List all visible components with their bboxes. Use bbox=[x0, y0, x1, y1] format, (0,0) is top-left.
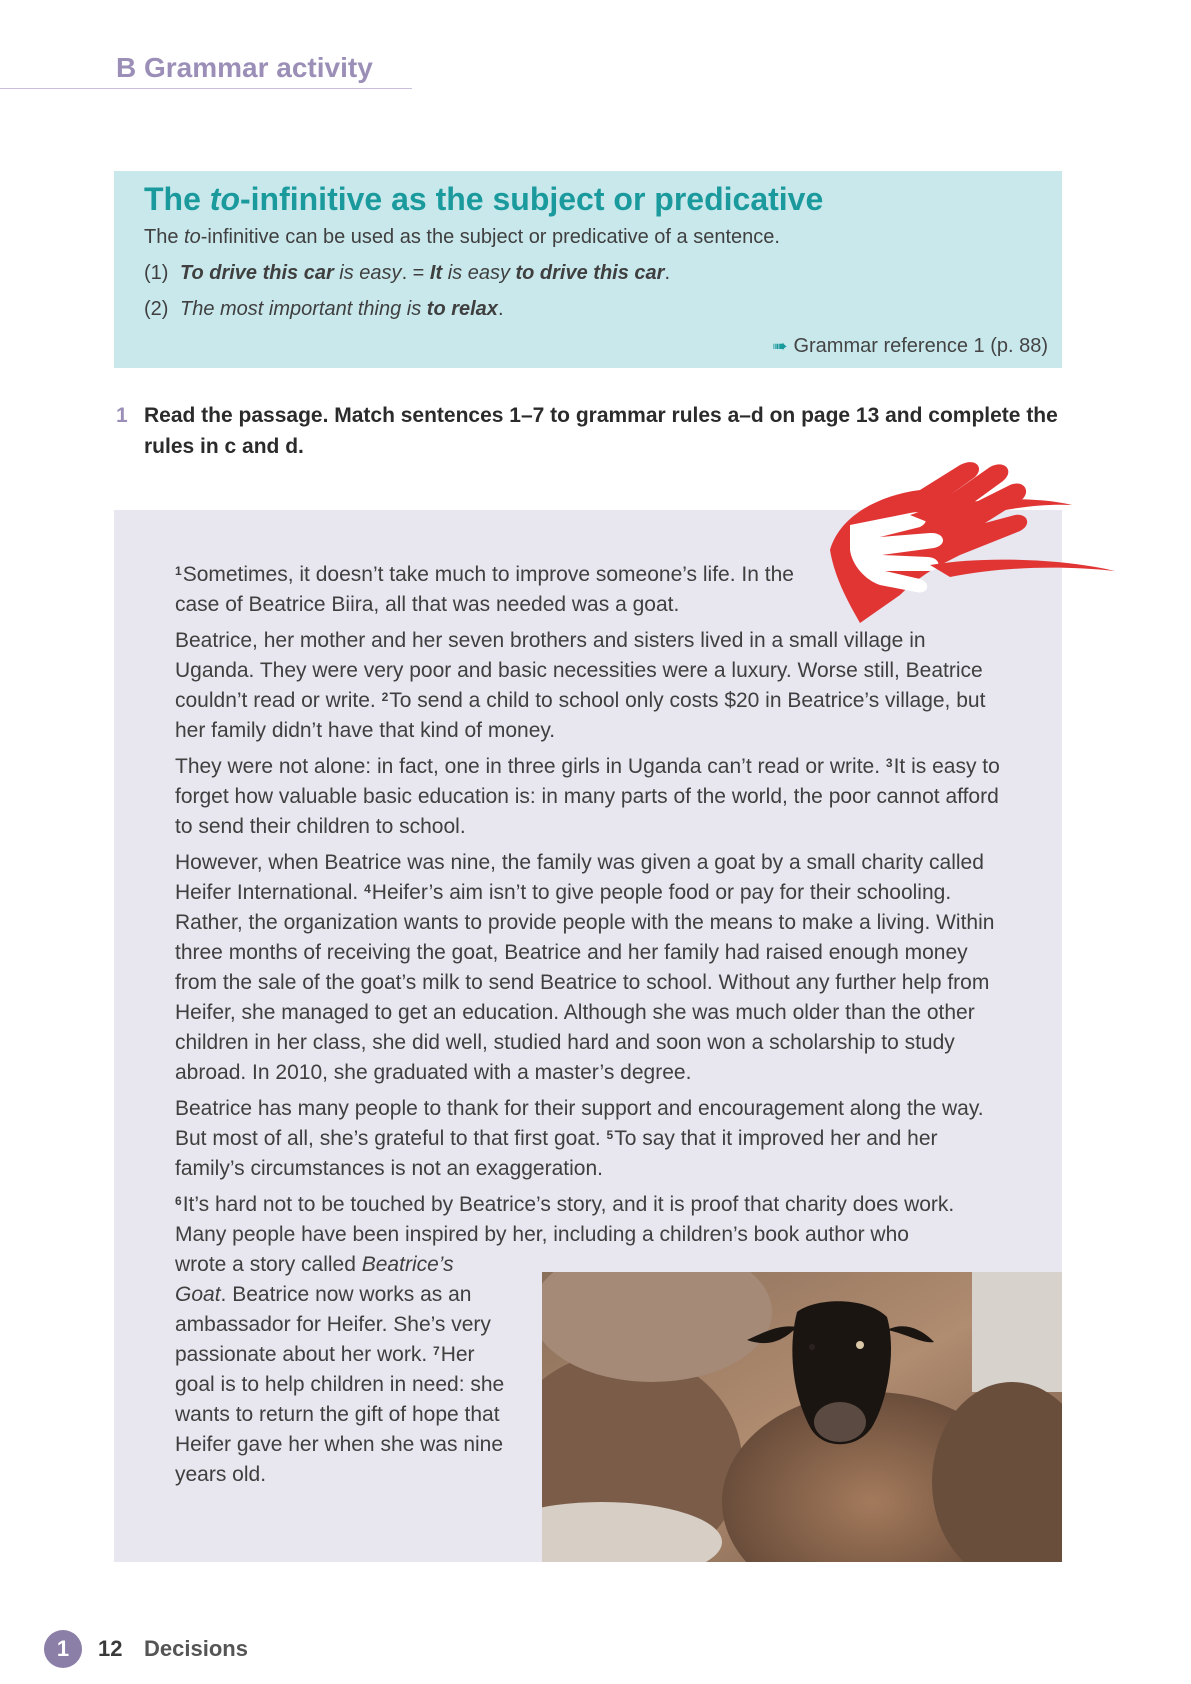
sentence-marker-6: 6 bbox=[175, 1194, 182, 1208]
unit-badge: 1 bbox=[44, 1630, 82, 1668]
passage-paragraph-1: $^1$Sometimes, it doesn’t take much to improve someone’s life. In the case of Beatrice Biira, all that was needed was a goat. bbox=[175, 563, 794, 616]
sentence-marker-1: 1 bbox=[175, 564, 182, 578]
grammar-title: The to-infinitive as the subject or predicative bbox=[144, 181, 824, 217]
passage-paragraph-5: Beatrice has many people to thank for their support and encouragement along the way. But most of all, she’s grateful to that first goat. $^5$To say that it improved her and her family’s circumstances is not an exaggeration. bbox=[175, 1097, 984, 1180]
passage-paragraph-6-continued: wrote a story called Beatrice’s Goat. Beatrice now works as an ambassador for Heifer. She’s very passionate about her work. $^7$Her goal is to help children in need: she wants to return the gift of hope that Heifer gave her when she was nine years old. bbox=[175, 1253, 505, 1486]
task-number: 1 bbox=[116, 404, 128, 427]
grammar-reference-link[interactable]: ➠ Grammar reference 1 (p. 88) bbox=[772, 335, 1048, 357]
page-number: 12 bbox=[98, 1636, 123, 1661]
sheep-photo bbox=[542, 1272, 1062, 1562]
sentence-marker-2: 2 bbox=[381, 690, 389, 704]
sentence-marker-7: 7 bbox=[433, 1344, 440, 1358]
grammar-box bbox=[114, 171, 1062, 368]
unit-title: Decisions bbox=[144, 1636, 248, 1661]
sentence-marker-4: 4 bbox=[364, 882, 371, 896]
arrow-right-icon: ➠ bbox=[772, 336, 788, 356]
passage-paragraph-2: Beatrice, her mother and her seven brothers and sisters lived in a small village in Uganda. They were very poor and basic necessities were a luxury. Worse still, Beatrice couldn’t read or write. $^2$To send a child to school only costs $20 in Beatrice’s village, but her family didn’t have that kind of money. bbox=[175, 629, 986, 742]
sheep-illustration bbox=[542, 1272, 1062, 1562]
sentence-marker-5: 5 bbox=[606, 1128, 614, 1142]
task-instruction: Read the passage. Match sentences 1–7 to grammar rules a–d on page 13 and complete the rules in c and d. bbox=[144, 404, 1058, 458]
passage-paragraph-3: They were not alone: in fact, one in three girls in Uganda can’t read or write. $^3$It is easy to forget how valuable basic education is: in many parts of the world, the poor cannot afford to send their children to school. bbox=[175, 755, 1000, 838]
passage-paragraph-6: $^6$It’s hard not to be touched by Beatrice’s story, and it is proof that charity does work. Many people have been inspired by her, including a children’s book author who bbox=[175, 1193, 955, 1246]
header-rule bbox=[0, 88, 412, 89]
grammar-example-1: (1) To drive this car is easy. = It is easy to drive this car. bbox=[144, 262, 670, 284]
passage-paragraph-4: However, when Beatrice was nine, the family was given a goat by a small charity called Heifer International. $^4$Heifer’s aim isn’t to give people food or pay for their schooling. Rather, the organization wants to provide people with the means to make a living. Within three months of receiving the goat, Beatrice and her family had raised enough money from the sale of the goat’s milk to send Beatrice to school. Without any further help from Heifer, she managed to get an education. Although she was much older than the other children in her class, she did well, studied hard and soon won a scholarship to study abroad. In 2010, she graduated with a master’s degree. bbox=[175, 851, 995, 1084]
grammar-intro: The to-infinitive can be used as the subject or predicative of a sentence. bbox=[144, 226, 780, 248]
section-header: B Grammar activity bbox=[116, 52, 373, 83]
grammar-example-2: (2) The most important thing is to relax. bbox=[144, 298, 504, 320]
sentence-marker-3: 3 bbox=[885, 756, 893, 770]
